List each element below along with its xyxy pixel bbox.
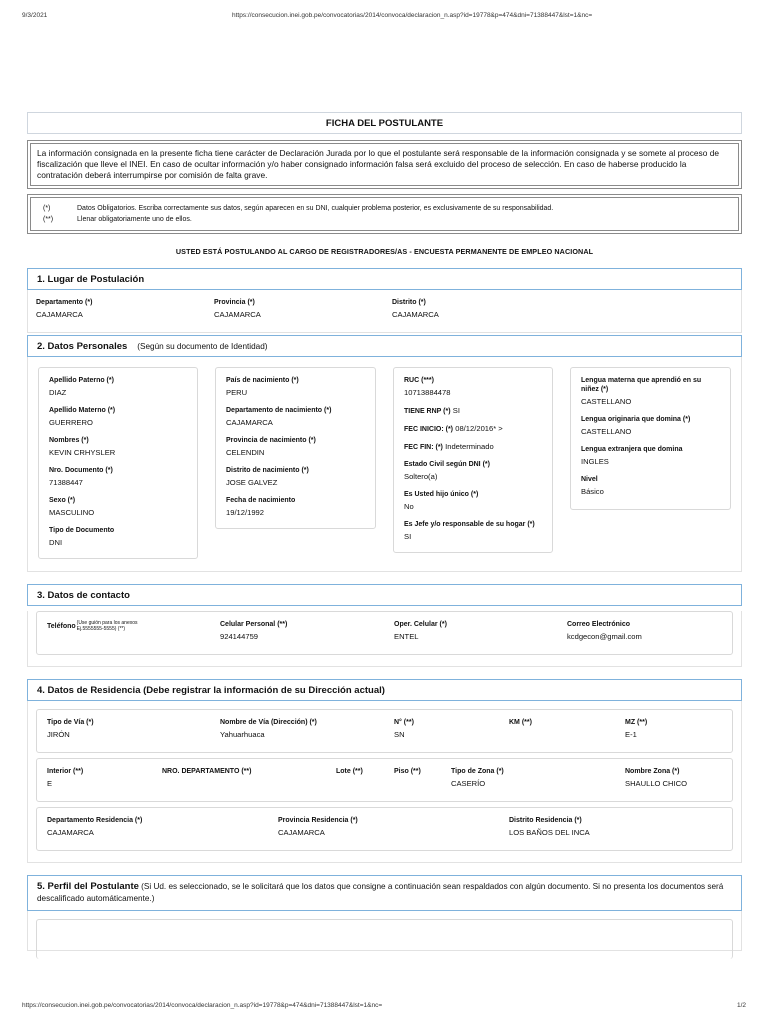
field-value: Indeterminado [445,442,494,451]
field-correo [567,620,717,646]
field-value: KEVIN CRHYSLER [49,448,116,457]
field-label: País de nacimiento (*) [226,377,299,384]
legal-text: La información consignada en la presente ficha tiene carácter de Declaración Jurada por lo que el postulante será responsable de la información consignada y se somete al proceso de fiscalización que lleve el INEI. En caso de ocultar información y/o haber consignado información falsa será excluido del proceso de selección. En caso de haberse producido la contratación deberá interrumpirse por comisión de falta grave. [30,143,739,186]
print-url: https://consecucion.inei.gob.pe/convocatorias/2014/convoca/declaracion_n.asp?id=19778&p=474&dni=71388447&lst=1&nc= [232,12,593,19]
section-subtitle: (Según su documento de Identidad) [137,341,268,351]
field-value: 71388447 [49,478,83,487]
section-personales [27,357,742,572]
field-label: Departamento (*) [36,299,93,306]
section-subtitle: (Si Ud. es seleccionado, se le solicitará que los datos que consigne a continuación sean respaldados con algún documento. Si no presenta los documentos será descalificado automáticamente.) [37,882,724,903]
field-value: 10713884478 [404,388,451,397]
field-value: E-1 [625,730,637,739]
field-value: 19/12/1992 [226,508,265,517]
field-hint: (Use guión para los anexos Ej.5555555-5555) (**) [76,620,138,632]
field-label: RUC (***) [404,377,434,384]
field-label: Nombres (*) [49,437,89,444]
print-header [22,12,746,24]
field-label: FEC FIN: (*) [404,444,443,451]
field-value: CASTELLANO [581,427,632,436]
field-label: Sexo (*) [49,497,76,504]
ficha-sheet [27,112,742,951]
field-value: JIRÓN [47,730,70,739]
field-value: DNI [49,538,63,547]
field-label: N° (**) [394,719,414,726]
field-label: FEC INICIO: (*) [404,426,453,433]
card-tax-civil [393,367,553,553]
field-label: Correo Electrónico [567,621,631,628]
field-operador [394,620,567,646]
field-label: Teléfono [47,623,76,630]
field-value: 08/12/2016* > [455,424,503,433]
field-label: Distrito (*) [392,299,426,306]
perfil-card [36,919,733,959]
field-label: Lengua extranjera que domina [581,446,683,453]
field-label: Tipo de Documento [49,527,115,534]
field-value: CAJAMARCA [47,828,94,837]
field-label: Lengua materna que aprendió en su niñez (*) [581,377,702,393]
card-languages [570,367,731,510]
field-value: CASERÍO [451,779,486,788]
field-label: Es Usted hijo único (*) [404,491,479,498]
position-line: USTED ESTÁ POSTULANDO AL CARGO DE REGISTRADORES/AS - ENCUESTA PERMANENTE DE EMPLEO NACIONAL [175,247,594,256]
page-number: 1/2 [736,1002,746,1009]
field-label: Oper. Celular (*) [394,621,447,628]
section-perfil-header [27,875,742,911]
field-label: Interior (**) [47,768,84,775]
field-value: Básico [581,487,604,496]
field-label: Tipo de Zona (*) [451,768,504,775]
field-value: JOSE GALVEZ [226,478,278,487]
legal-notice [27,140,742,189]
field-value: SHAULLO CHICO [625,779,688,788]
field-label: Fecha de nacimiento [226,497,296,504]
note-required [43,203,726,214]
card-identity [38,367,198,559]
card-birth [215,367,376,529]
field-value: CELENDIN [226,448,265,457]
field-label: NRO. DEPARTAMENTO (**) [162,768,252,775]
section-residencia [27,701,742,863]
field-label: Nombre Zona (*) [625,768,680,775]
field-value: CAJAMARCA [226,418,273,427]
field-value: kcdgecon@gmail.com [567,632,642,641]
field-label: Nro. Documento (*) [49,467,113,474]
note-text: Llenar obligatoriamente uno de ellos. [77,216,192,223]
residence-row-2 [36,758,733,802]
field-label: Distrito Residencia (*) [509,817,582,824]
note-text: Datos Obligatorios. Escriba correctamente sus datos, según aparecen en su DNI, cualquier problema posterior, es exclusivamente de su responsabilidad. [77,205,554,212]
note-mark: (**) [43,216,54,223]
field-value: Soltero(a) [404,472,438,481]
section-title: 3. Datos de contacto [37,589,130,601]
field-telefono [47,620,220,646]
section-residencia-header [27,679,742,701]
field-label: Nivel [581,476,598,483]
field-label: Provincia Residencia (*) [278,817,358,824]
contact-row [36,611,733,655]
field-celular [220,620,394,646]
print-url: https://consecucion.inei.gob.pe/convocatorias/2014/convoca/declaracion_n.asp?id=19778&p=474&dni=71388447&lst=1&nc= [22,1002,383,1009]
field-value: CASTELLANO [581,397,632,406]
note-one-of [43,214,726,225]
section-contacto [27,611,742,667]
section-perfil [27,911,742,951]
field-value: E [47,779,53,788]
field-value: SI [452,406,460,415]
section-title: 4. Datos de Residencia (Debe registrar la información de su Dirección actual) [37,684,385,696]
notes-box [27,194,742,234]
field-label: Celular Personal (**) [220,621,288,628]
field-provincia [214,298,392,320]
field-value: CAJAMARCA [392,310,439,319]
page-title: FICHA DEL POSTULANTE [27,112,742,134]
field-value: Yahuarhuaca [220,730,265,739]
residence-row-1 [36,709,733,753]
field-value: ENTEL [394,632,419,641]
field-label: Apellido Materno (*) [49,407,116,414]
section-lugar-header [27,268,742,290]
field-value: INGLES [581,457,609,466]
field-value: SN [394,730,405,739]
field-label: MZ (**) [625,719,648,726]
print-footer [22,1002,746,1014]
field-label: Lengua originaria que domina (*) [581,416,691,423]
residence-row-3 [36,807,733,851]
field-value: No [404,502,414,511]
field-label: Piso (**) [394,768,421,775]
field-value: MASCULINO [49,508,95,517]
field-label: Provincia de nacimiento (*) [226,437,316,444]
section-title: 1. Lugar de Postulación [37,273,145,285]
field-value: LOS BAÑOS DEL INCA [509,828,590,837]
field-label: Distrito de nacimiento (*) [226,467,309,474]
field-label: Lote (**) [336,768,363,775]
field-label: Apellido Paterno (*) [49,377,114,384]
field-distrito [392,298,570,320]
field-value: CAJAMARCA [36,310,83,319]
field-value: CAJAMARCA [214,310,261,319]
field-value: SI [404,532,412,541]
note-mark: (*) [43,205,51,212]
field-label: Estado Civil según DNI (*) [404,461,490,468]
print-date: 9/3/2021 [22,12,48,19]
field-departamento [36,298,214,320]
section-personales-header [27,335,742,357]
section-title: 5. Perfil del Postulante [37,881,139,892]
field-label: Departamento de nacimiento (*) [226,407,332,414]
field-label: Provincia (*) [214,299,255,306]
field-label: Tipo de Vía (*) [47,719,94,726]
section-lugar [27,290,742,333]
field-label: KM (**) [509,719,532,726]
field-value: DIAZ [49,388,67,397]
section-contacto-header [27,584,742,606]
field-label: Es Jefe y/o responsable de su hogar (*) [404,521,535,528]
field-value: CAJAMARCA [278,828,325,837]
field-value: GUERRERO [49,418,93,427]
field-label: TIENE RNP (*) [404,408,451,415]
section-title: 2. Datos Personales [37,340,128,352]
field-label: Departamento Residencia (*) [47,817,143,824]
field-label: Nombre de Vía (Dirección) (*) [220,719,317,726]
field-value: 924144759 [220,632,259,641]
field-value: PERU [226,388,248,397]
